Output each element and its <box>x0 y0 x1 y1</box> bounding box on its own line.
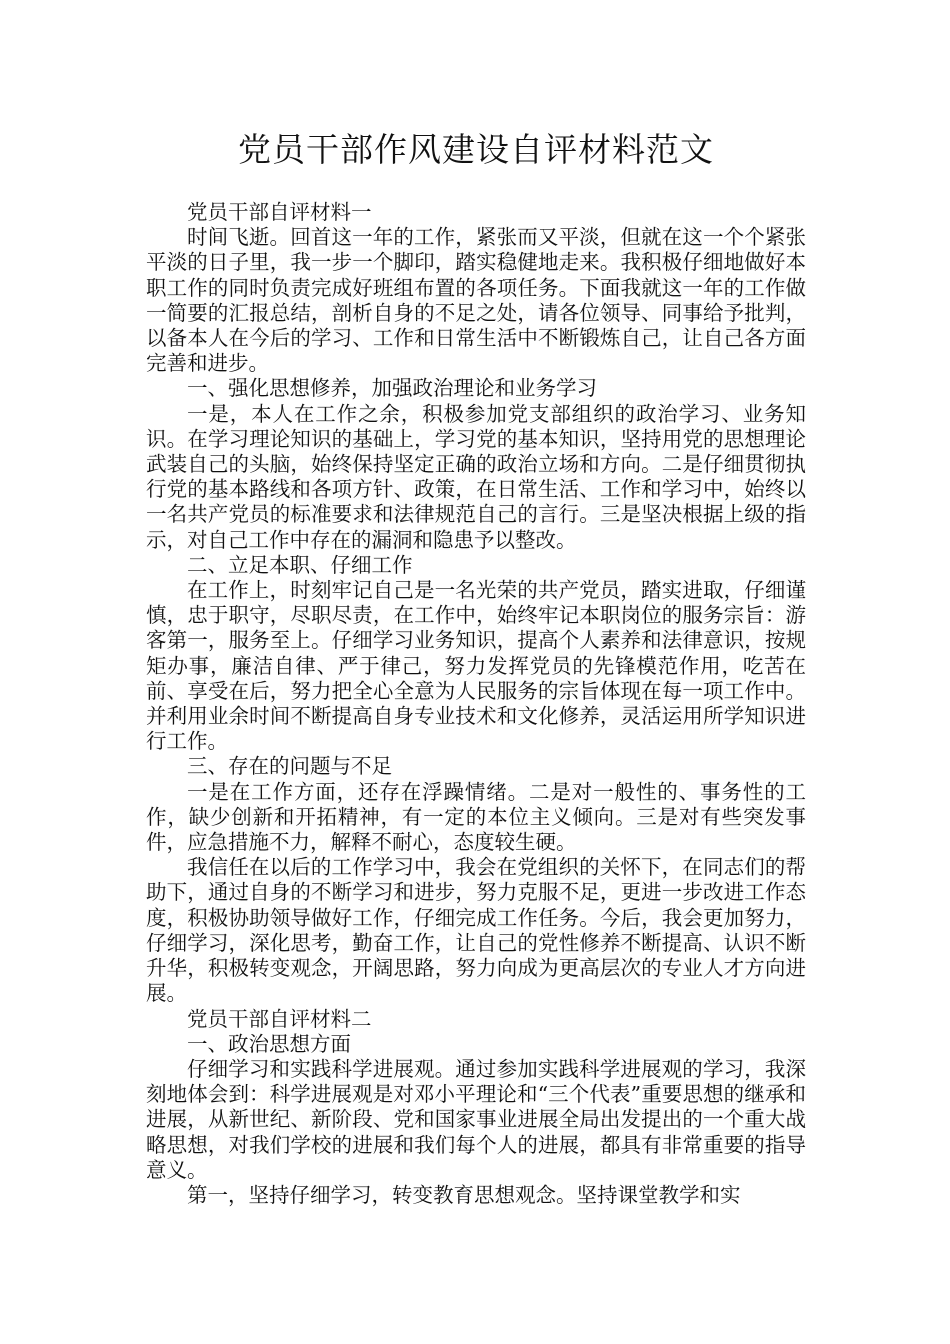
paragraph: 一是在工作方面，还存在浮躁情绪。二是对一般性的、事务性的工作，缺少创新和开拓精神，有一定的本位主义倾向。三是对有些突发事件，应急措施不力，解释不耐心，态度较生硬。 <box>146 779 806 855</box>
paragraph: 时间飞逝。回首这一年的工作，紧张而又平淡，但就在这一个个紧张平淡的日子里，我一步一个脚印，踏实稳健地走来。我积极仔细地做好本职工作的同时负责完成好班组布置的各项任务。下面我就这一年的工作做一简要的汇报总结，剖析自身的不足之处，请各位领导、同事给予批判，以备本人在今后的学习、工作和日常生活中不断锻炼自己，让自己各方面完善和进步。 <box>146 225 806 376</box>
section-heading: 党员干部自评材料二 <box>187 1006 372 1031</box>
paragraph: 一是，本人在工作之余，积极参加党支部组织的政治学习、业务知识。在学习理论知识的基础上，学习党的基本知识，坚持用党的思想理论武装自己的头脑，始终保持坚定正确的政治立场和方向。二是仔细贯彻执行党的基本路线和各项方针、政策，在日常生活、工作和学习中，始终以一名共产党员的标准要求和法律规范自己的言行。三是坚决根据上级的指示，对自己工作中存在的漏洞和隐患予以整改。 <box>146 401 806 552</box>
document-title: 党员干部作风建设自评材料范文 <box>238 130 714 169</box>
paragraph: 在工作上，时刻牢记自己是一名光荣的共产党员，踏实进取，仔细谨慎，忠于职守，尽职尽责，在工作中，始终牢记本职岗位的服务宗旨：游客第一，服务至上。仔细学习业务知识，提高个人素养和法律意识，按规矩办事，廉洁自律、严于律己，努力发挥党员的先锋模范作用，吃苦在前、享受在后，努力把全心全意为人民服务的宗旨体现在每一项工作中。并利用业余时间不断提高自身专业技术和文化修养，灵活运用所学知识进行工作。 <box>146 578 806 754</box>
paragraph: 仔细学习和实践科学进展观。通过参加实践科学进展观的学习，我深刻地体会到：科学进展观是对邓小平理论和“三个代表”重要思想的继承和进展，从新世纪、新阶段、党和国家事业进展全局出发提出的一个重大战略思想，对我们学校的进展和我们每个人的进展，都具有非常重要的指导意义。 <box>146 1056 806 1182</box>
section-heading: 一、强化思想修养，加强政治理论和业务学习 <box>187 376 597 401</box>
paragraph: 我信任在以后的工作学习中，我会在党组织的关怀下，在同志们的帮助下，通过自身的不断学习和进步，努力克服不足，更进一步改进工作态度，积极协助领导做好工作，仔细完成工作任务。今后，我会更加努力，仔细学习，深化思考，勤奋工作，让自己的党性修养不断提高、认识不断升华，积极转变观念，开阔思路，努力向成为更高层次的专业人才方向进展。 <box>146 855 806 1006</box>
document-body <box>146 200 806 1208</box>
section-heading: 党员干部自评材料一 <box>187 200 372 224</box>
document-page <box>146 0 806 1208</box>
section-heading: 二、立足本职、仔细工作 <box>187 552 413 577</box>
paragraph: 第一，坚持仔细学习，转变教育思想观念。坚持课堂教学和实 <box>187 1182 741 1207</box>
section-heading: 三、存在的问题与不足 <box>187 754 392 779</box>
section-heading: 一、政治思想方面 <box>187 1031 351 1056</box>
